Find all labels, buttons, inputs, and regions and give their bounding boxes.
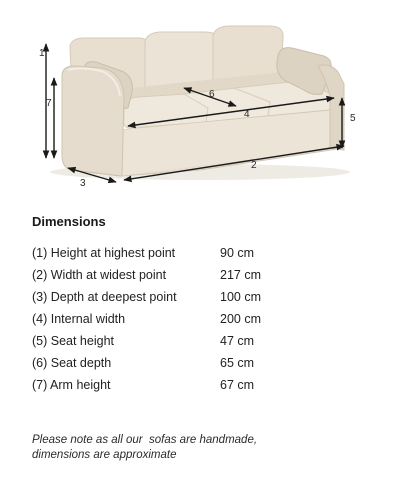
dimension-row-arm-height	[32, 374, 300, 396]
dimension-label: (6) Seat depth	[32, 356, 112, 370]
dimension-label: (7) Arm height	[32, 378, 111, 392]
dimension-label: (5) Seat height	[32, 334, 114, 348]
dimension-value: 217 cm	[220, 268, 261, 282]
marker-3: 3	[80, 178, 86, 189]
marker-2: 2	[251, 160, 257, 171]
marker-6: 6	[209, 89, 215, 100]
sofa-illustration	[50, 26, 350, 180]
marker-7: 7	[46, 98, 52, 109]
dimension-row-seat-height	[32, 330, 300, 352]
dimension-value: 200 cm	[220, 312, 261, 326]
handmade-disclaimer	[32, 433, 257, 463]
sofa-dimension-diagram	[0, 0, 400, 200]
dimensions-heading: Dimensions	[32, 214, 106, 229]
marker-5: 5	[350, 113, 356, 124]
dimension-row-seat-depth	[32, 352, 300, 374]
disclaimer-line-2: dimensions are approximate	[32, 449, 177, 461]
dimension-value: 90 cm	[220, 246, 255, 260]
marker-1: 1	[39, 48, 45, 59]
dimension-row-width	[32, 264, 300, 286]
dimension-label: (2) Width at widest point	[32, 268, 167, 282]
dimension-value: 67 cm	[220, 378, 255, 392]
dimension-list	[32, 242, 300, 396]
marker-4: 4	[244, 109, 250, 120]
dimension-value: 100 cm	[220, 290, 261, 304]
dimension-row-internal-width	[32, 308, 300, 330]
dimension-label: (3) Depth at deepest point	[32, 290, 177, 304]
dimension-row-height	[32, 242, 300, 264]
dimension-label: (4) Internal width	[32, 312, 126, 326]
dimension-label: (1) Height at highest point	[32, 246, 176, 260]
dimension-row-depth	[32, 286, 300, 308]
disclaimer-line-1: Please note as all our sofas are handmade,	[32, 434, 258, 446]
dimension-value: 65 cm	[220, 356, 255, 370]
dimension-value: 47 cm	[220, 334, 255, 348]
